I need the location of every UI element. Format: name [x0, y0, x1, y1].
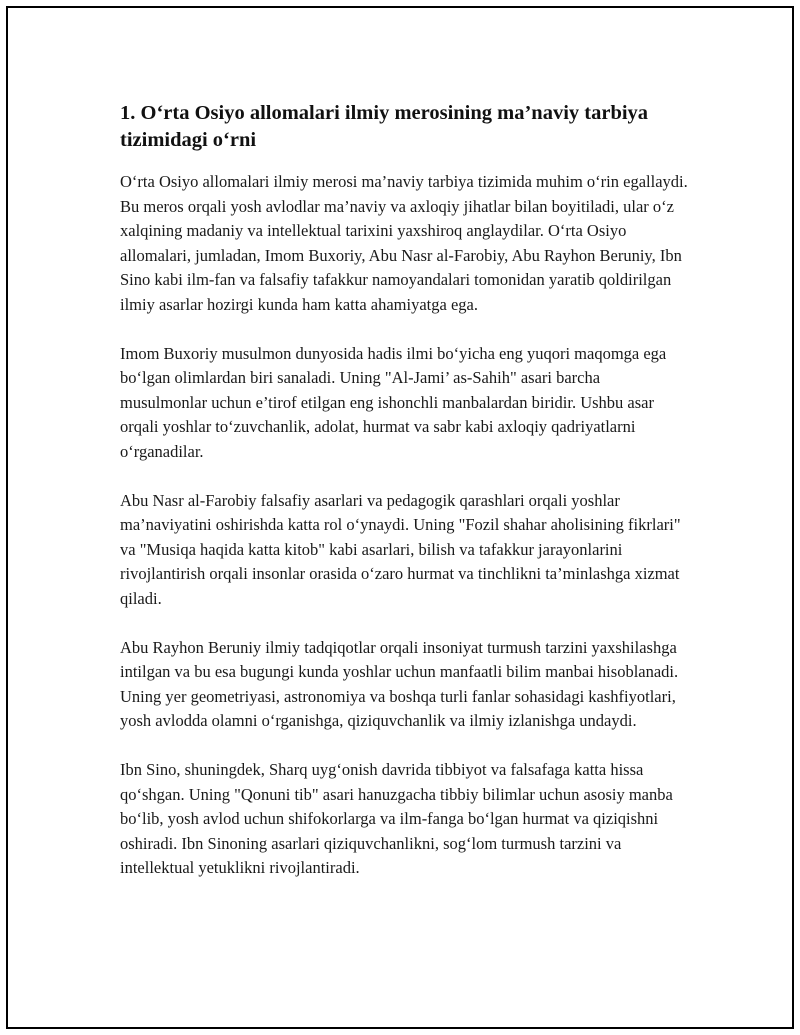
page-frame — [6, 6, 794, 1029]
paragraph-ibn-sino: Ibn Sino, shuningdek, Sharq uyg‘onish davrida tibbiyot va falsafaga katta hissa qo‘shgan. Uning "Qonuni tib" asari hanuzgacha tibbiy bilimlar uchun asosiy manba bo‘lib, yosh avlod uchun shifokorlarga va ilm-fanga bo‘lgan hurmat va qiziqishni oshiradi. Ibn Sinoning asarlari qiziquvchanlikni, sog‘lom turmush tarzini va intellektual yetuklikni rivojlantiradi. — [120, 760, 673, 877]
section-heading: 1. O‘rta Osiyo allomalari ilmiy merosining ma’naviy tarbiya tizimidagi o‘rni — [120, 102, 649, 151]
paragraph-imom-buxoriy: Imom Buxoriy musulmon dunyosida hadis ilmi bo‘yicha eng yuqori maqomga ega bo‘lgan olimlardan biri sanaladi. Uning "Al-Jami’ as-Sahih" asari barcha musulmonlar uchun e’tirof etilgan eng ishonchli manbalardan biridir. Ushbu asar orqali yoshlar to‘zuvchanlik, adolat, hurmat va sabr kabi axloqiy qadriyatlarni o‘rganadilar. — [120, 343, 667, 461]
paragraph-al-farobiy: Abu Nasr al-Farobiy falsafiy asarlari va pedagogik qarashlari orqali yoshlar ma’naviyatini oshirishda katta rol o‘ynaydi. Uning "Fozil shahar aholisining fikrlari" va "Musiqa haqida katta kitob" kabi asarlari, bilish va tafakkur jarayonlarini rivojlantirish orqali insonlar orasida o‘zaro hurmat va tinchlikni ta’minlashga xizmat qiladi. — [120, 490, 681, 608]
document-body — [120, 100, 690, 905]
paragraph-beruniy: Abu Rayhon Beruniy ilmiy tadqiqotlar orqali insoniyat turmush tarzini yaxshilashga intilgan va bu esa bugungi kunda yoshlar uchun manfaatli bilim manbai hisoblanadi. Uning yer geometriyasi, astronomiya va boshqa turli fanlar sohasidagi kashfiyotlari, yosh avlodda olamni o‘rganishga, qiziquvchanlik va ilmiy izlanishga undaydi. — [120, 637, 679, 730]
paragraph-intro: O‘rta Osiyo allomalari ilmiy merosi ma’naviy tarbiya tizimida muhim o‘rin egallaydi. Bu meros orqali yosh avlodlar ma’naviy va axloqiy jihatlar bilan boyitiladi, ular o‘z xalqining madaniy va intellektual tarixini yaxshiroq anglaydilar. O‘rta Osiyo allomalari, jumladan, Imom Buxoriy, Abu Nasr al-Farobiy, Abu Rayhon Beruniy, Ibn Sino kabi ilm-fan va falsafiy tafakkur namoyandalari tomonidan yaratib qoldirilgan ilmiy asarlar hozirgi kunda ham katta ahamiyatga ega. — [120, 172, 688, 314]
